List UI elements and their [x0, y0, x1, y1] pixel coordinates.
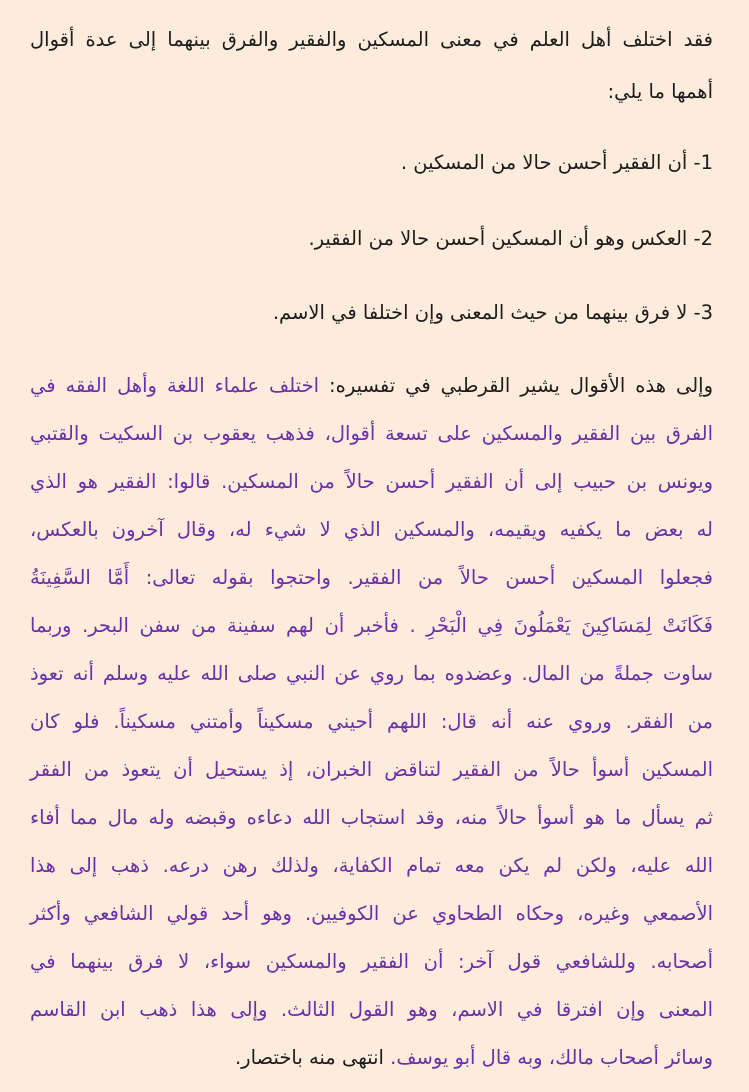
intro-line-2: أهمها ما يلي:: [607, 80, 713, 103]
quote-first-line: [30, 372, 713, 400]
quote-line-10: ثم يسأل ما هو أسوأ حالاً منه، وقد استجاب الله دعاءه وقبضه وله مال مما أفاء: [30, 806, 713, 829]
quote-line-13: أصحابه. وللشافعي قول آخر: أن الفقير والمسكين سواء، لا فرق بينهما في: [30, 950, 713, 973]
quote-line-14: المعنى وإن افترقا في الاسم، وهو القول الثالث. وإلى هذا ذهب ابن القاسم: [30, 998, 713, 1021]
quote-line-5: فجعلوا المسكين أحسن حالاً من الفقير. واحتجوا بقوله تعالى: أَمَّا السَّفِينَةُ: [30, 566, 713, 589]
saying-2: 2- العكس وهو أن المسكين أحسن حالا من الفقير.: [308, 227, 713, 250]
quote-line-4: له بعض ما يكفيه ويقيمه، والمسكين الذي لا شيء له، وقال آخرون بالعكس،: [30, 518, 713, 541]
closing-note: انتهى منه باختصار.: [234, 1046, 384, 1069]
quote-line-12: الأصمعي وغيره، وحكاه الطحاوي عن الكوفيين. وهو أحد قولي الشافعي وأكثر: [30, 902, 713, 925]
saying-1: 1- أن الفقير أحسن حالا من المسكين .: [400, 151, 713, 174]
quote-last-line: [30, 1044, 713, 1072]
intro-line-1: فقد اختلف أهل العلم في معنى المسكين والفقير والفرق بينهما إلى عدة أقوال: [30, 28, 713, 51]
quote-line-3: ويونس بن حبيب إلى أن الفقير أحسن حالاً من المسكين. قالوا: الفقير هو الذي: [30, 470, 713, 493]
quote-intro: وإلى هذه الأقوال يشير القرطبي في تفسيره:: [329, 374, 713, 397]
quote-last: وسائر أصحاب مالك، وبه قال أبو يوسف.: [390, 1046, 713, 1069]
quote-line-7: ساوت جملةً من المال. وعضدوه بما روي عن النبي صلى الله عليه وسلم أنه تعوذ: [30, 662, 713, 685]
saying-3: 3- لا فرق بينهما من حيث المعنى وإن اختلفا في الاسم.: [272, 301, 713, 324]
quote-line-6: فَكَانَتْ لِمَسَاكِينَ يَعْمَلُونَ فِي الْبَحْرِ . فأخبر أن لهم سفينة من سفن البحر. وربما: [30, 614, 713, 637]
quote-line-1: اختلف علماء اللغة وأهل الفقه في: [30, 374, 320, 397]
quote-line-9: المسكين أسوأ حالاً من الفقير لتناقض الخبران، إذ يستحيل أن يتعوذ من الفقر: [30, 758, 713, 781]
quote-line-2: الفرق بين الفقير والمسكين على تسعة أقوال، فذهب يعقوب بن السكيت والقتبي: [30, 422, 713, 445]
quote-line-11: الله عليه، ولكن لم يكن معه تمام الكفاية، ولذلك رهن درعه. ذهب إلى هذا: [30, 854, 713, 877]
quote-line-8: من الفقر. وروي عنه أنه قال: اللهم أحيني مسكيناً وأمتني مسكيناً. فلو كان: [30, 710, 713, 733]
